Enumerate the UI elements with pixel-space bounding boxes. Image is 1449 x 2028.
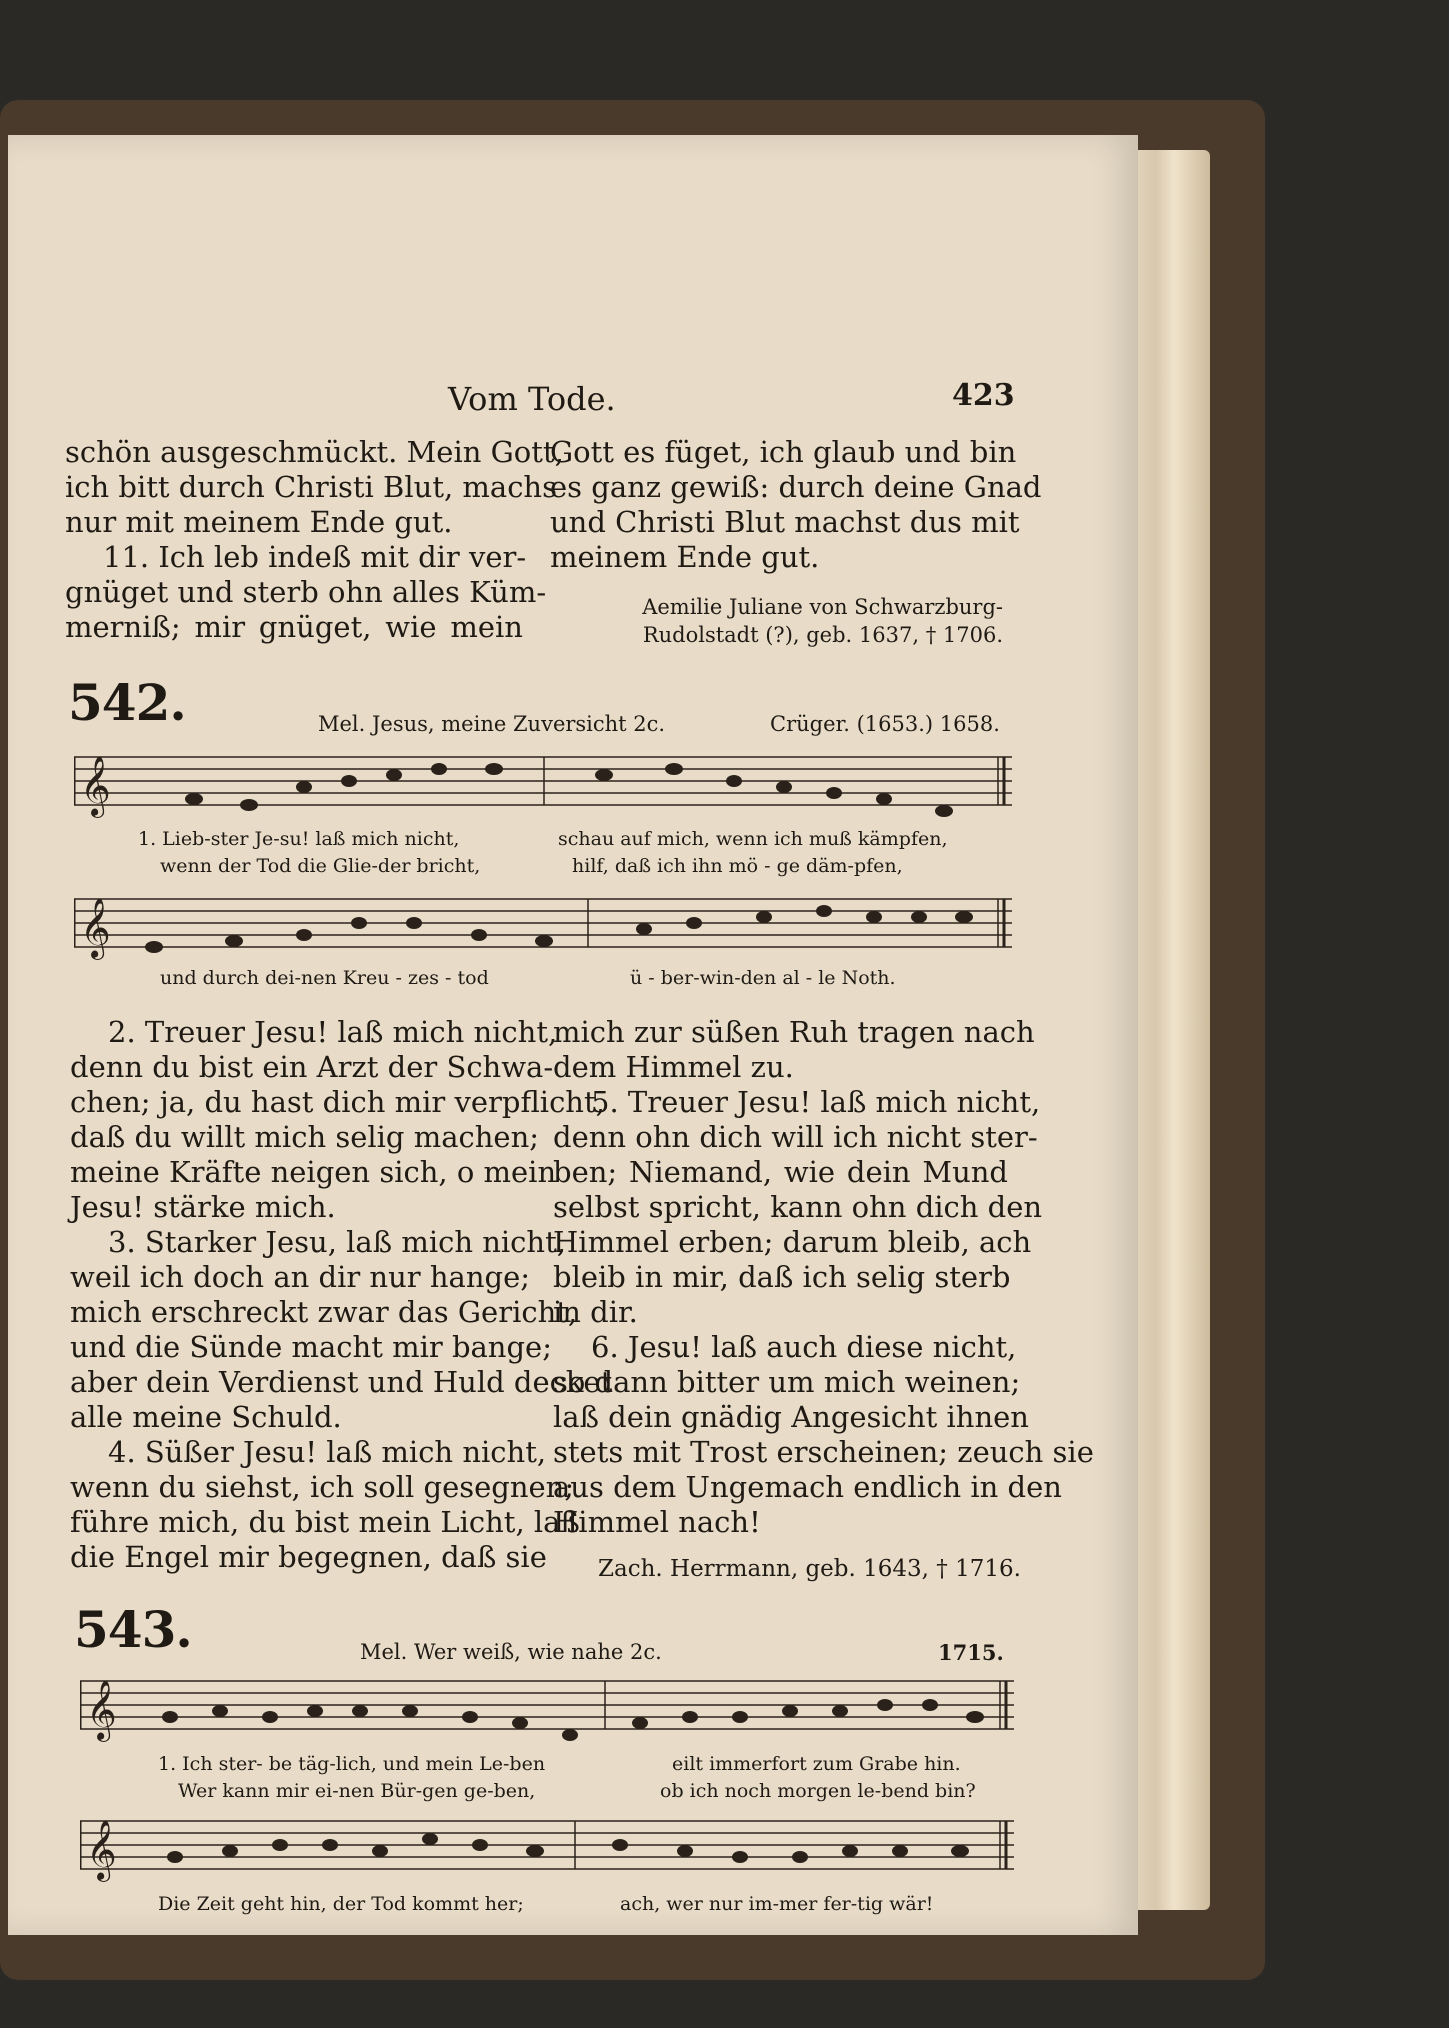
year-543: 1715. (938, 1640, 1004, 1665)
composer-542: Crüger. (1653.) 1658. (770, 712, 1000, 736)
music-staff-542-2 (74, 885, 1014, 965)
attribution-2: Zach. Herrmann, geb. 1643, † 1716. (598, 1556, 1021, 1582)
text-line: und die Sünde macht mir bange; (70, 1330, 552, 1364)
lyric-line: wenn der Tod die Glie-der bricht, (160, 855, 481, 877)
text-line: chen; ja, du hast dich mir verpflicht, (70, 1085, 605, 1119)
attribution-1 (568, 593, 1003, 649)
music-staff-543-1 (80, 1667, 1016, 1747)
svg-text:𝄞: 𝄞 (86, 1820, 117, 1880)
running-header: Vom Tode. (448, 380, 616, 418)
text-line: bleib in mir, daß ich selig sterb (553, 1260, 1011, 1294)
text-line: merniß; mir gnüget, wie mein (65, 610, 523, 644)
melody-reference-543: Mel. Wer weiß, wie nahe 2c. (360, 1640, 662, 1664)
text-line: dem Himmel zu. (553, 1050, 794, 1084)
lyric-line: schau auf mich, wenn ich muß kämpfen, (558, 828, 948, 850)
text-line: ich bitt durch Christi Blut, machs (65, 470, 557, 504)
lyric-line: 1. Ich ster- be täg-lich, und mein Le-ben (158, 1753, 546, 1775)
text-line: denn ohn dich will ich nicht ster- (553, 1120, 1038, 1154)
lyric-line: 1. Lieb-ster Je-su! laß mich nicht, (138, 828, 460, 850)
text-line: nur mit meinem Ende gut. (65, 505, 453, 539)
text-line: laß dein gnädig Angesicht ihnen (553, 1400, 1029, 1434)
lyric-line: eilt immerfort zum Grabe hin. (672, 1753, 961, 1775)
text-line: und Christi Blut machst dus mit (550, 505, 1020, 539)
text-line: die Engel mir begegnen, daß sie (70, 1540, 547, 1574)
text-line: Gott es füget, ich glaub und bin (550, 435, 1017, 469)
text-line: selbst spricht, kann ohn dich den (553, 1190, 1043, 1224)
staff-notation (80, 1667, 1016, 1747)
text-line: aber dein Verdienst und Huld decket (70, 1365, 613, 1399)
text-line: alle meine Schuld. (70, 1400, 342, 1434)
text-line: schön ausgeschmückt. Mein Gott, (65, 435, 564, 469)
lyric-line: Wer kann mir ei-nen Bür-gen ge-ben, (178, 1780, 536, 1802)
text-line: weil ich doch an dir nur hange; (70, 1260, 531, 1294)
text-line: denn du bist ein Arzt der Schwa- (70, 1050, 554, 1084)
hymn-number-542: 542. (68, 673, 186, 732)
lyric-line: hilf, daß ich ihn mö - ge däm-pfen, (572, 855, 903, 877)
text-line: 2. Treuer Jesu! laß mich nicht, (108, 1015, 558, 1049)
text-line: meinem Ende gut. (550, 540, 820, 574)
music-staff-543-2 (80, 1807, 1016, 1887)
top-left-column (65, 435, 564, 645)
text-line: 11. Ich leb indeß mit dir ver- (103, 540, 527, 574)
attribution-line: Aemilie Juliane von Schwarzburg- (642, 595, 1003, 619)
text-line: ben; Niemand, wie dein Mund (553, 1155, 1008, 1189)
book-page (8, 135, 1138, 1935)
text-line: 3. Starker Jesu, laß mich nicht, (108, 1225, 566, 1259)
text-line: stets mit Trost erscheinen; zeuch sie (553, 1435, 1094, 1469)
text-line: daß du willt mich selig machen; (70, 1120, 540, 1154)
body-right-column (553, 1015, 1094, 1540)
text-line: führe mich, du bist mein Licht, laß (70, 1505, 580, 1539)
text-line: mich zur süßen Ruh tragen nach (553, 1015, 1035, 1049)
lyric-line: ach, wer nur im-mer fer-tig wär! (620, 1893, 934, 1915)
text-line: wenn du siehst, ich soll gesegnen; (70, 1470, 575, 1504)
staff-notation (80, 1807, 1016, 1887)
staff-notation (74, 743, 1014, 823)
lyric-line: ü - ber-win-den al - le Noth. (630, 967, 896, 989)
svg-text:𝄞: 𝄞 (86, 1680, 117, 1740)
text-line: 5. Treuer Jesu! laß mich nicht, (591, 1085, 1041, 1119)
text-line: Himmel nach! (553, 1505, 761, 1539)
svg-text:𝄞: 𝄞 (80, 898, 111, 958)
text-line: so dann bitter um mich weinen; (553, 1365, 1021, 1399)
hymn-number-543: 543. (74, 1600, 192, 1659)
text-line: in dir. (553, 1295, 638, 1329)
staff-notation (74, 885, 1014, 965)
text-line: Jesu! stärke mich. (70, 1190, 336, 1224)
lyric-line: ob ich noch morgen le-bend bin? (660, 1780, 976, 1802)
lyric-line: Die Zeit geht hin, der Tod kommt her; (158, 1893, 524, 1915)
svg-text:𝄞: 𝄞 (80, 756, 111, 816)
text-line: meine Kräfte neigen sich, o mein (70, 1155, 557, 1189)
lyric-line: und durch dei-nen Kreu - zes - tod (160, 967, 489, 989)
text-line: mich erschreckt zwar das Gericht, (70, 1295, 578, 1329)
text-line: es ganz gewiß: durch deine Gnad (550, 470, 1042, 504)
text-line: Himmel erben; darum bleib, ach (553, 1225, 1032, 1259)
text-line: gnüget und sterb ohn alles Küm- (65, 575, 547, 609)
music-staff-542-1 (74, 743, 1014, 823)
top-right-column (550, 435, 1042, 575)
text-line: aus dem Ungemach endlich in den (553, 1470, 1062, 1504)
text-line: 4. Süßer Jesu! laß mich nicht, (108, 1435, 547, 1469)
attribution-line: Rudolstadt (?), geb. 1637, † 1706. (642, 623, 1003, 647)
melody-reference-542: Mel. Jesus, meine Zuversicht 2c. (318, 712, 666, 736)
text-line: 6. Jesu! laß auch diese nicht, (591, 1330, 1017, 1364)
page-number: 423 (952, 378, 1015, 413)
